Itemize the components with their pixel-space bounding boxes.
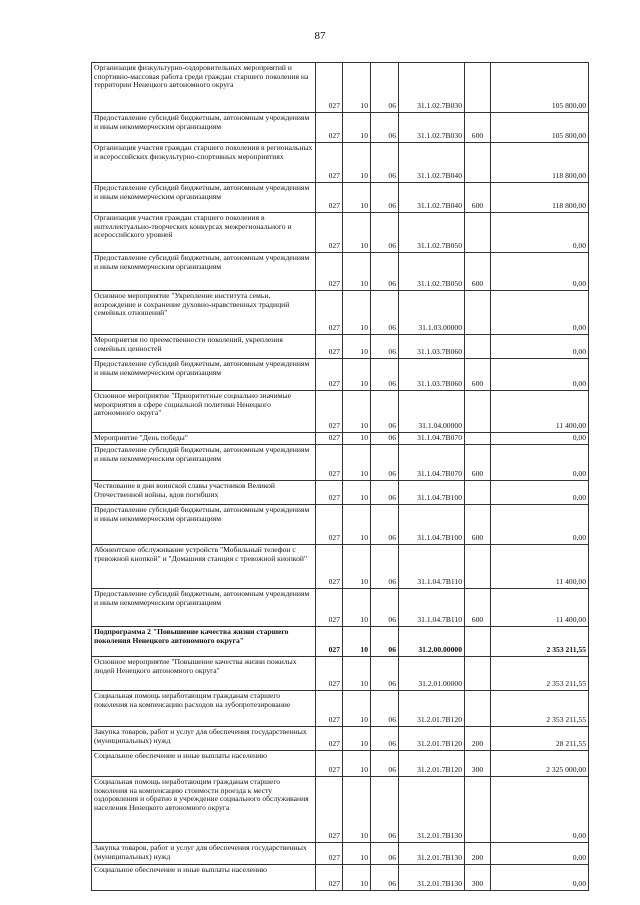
row-gr: 027 (316, 113, 343, 143)
row-csr: 31.1.02.7В040 (399, 143, 465, 183)
row-csr: 31.1.02.7В050 (399, 253, 465, 291)
row-rz: 10 (343, 291, 371, 335)
row-rz: 10 (343, 253, 371, 291)
row-vr: 600 (465, 253, 491, 291)
row-csr: 31.2.01.7В130 (399, 865, 465, 891)
row-vr: 600 (465, 113, 491, 143)
row-sum: 0,00 (491, 359, 589, 391)
row-vr: 600 (465, 183, 491, 213)
row-pr: 06 (371, 335, 399, 359)
row-vr (465, 391, 491, 433)
table-row (92, 627, 589, 657)
row-rz: 10 (343, 627, 371, 657)
row-pr: 06 (371, 291, 399, 335)
row-csr: 31.2.01.7В120 (399, 751, 465, 777)
row-name: Предоставление субсидий бюджетным, автономным учреждениям и иным некоммерческим организациям (92, 445, 316, 481)
row-gr: 027 (316, 727, 343, 751)
row-rz: 10 (343, 505, 371, 545)
table-row (92, 545, 589, 589)
row-rz: 10 (343, 359, 371, 391)
row-gr: 027 (316, 291, 343, 335)
row-gr: 027 (316, 433, 343, 445)
row-name: Предоставление субсидий бюджетным, автономным учреждениям и иным некоммерческим организациям (92, 253, 316, 291)
row-sum: 11 400,00 (491, 589, 589, 627)
row-csr: 31.1.04.7В110 (399, 545, 465, 589)
row-rz: 10 (343, 113, 371, 143)
table-row (92, 865, 589, 891)
row-name: Предоставление субсидий бюджетным, автономным учреждениям и иным некоммерческим организациям (92, 359, 316, 391)
row-name: Основное мероприятие "Приоритетные социально значимые мероприятия в сфере социальной политики Ненецкого автономного округа" (92, 391, 316, 433)
row-csr: 31.2.00.00000 (399, 627, 465, 657)
row-sum: 0,00 (491, 843, 589, 865)
row-sum: 2 353 211,55 (491, 657, 589, 691)
row-gr: 027 (316, 589, 343, 627)
row-vr (465, 691, 491, 727)
row-pr: 06 (371, 183, 399, 213)
row-csr: 31.2.01.7В130 (399, 843, 465, 865)
row-pr: 06 (371, 843, 399, 865)
row-gr: 027 (316, 253, 343, 291)
row-name: Социальное обеспечение и иные выплаты населению (92, 751, 316, 777)
row-gr: 027 (316, 843, 343, 865)
row-sum: 0,00 (491, 335, 589, 359)
row-name: Чествование в дни воинской славы участников Великой Отечественной войны, вдов погибших (92, 481, 316, 505)
row-pr: 06 (371, 777, 399, 843)
row-vr: 200 (465, 727, 491, 751)
row-name: Мероприятие "День победы" (92, 433, 316, 445)
row-vr (465, 291, 491, 335)
row-name: Закупка товаров, работ и услуг для обеспечения государственных (муниципальных) нужд (92, 843, 316, 865)
table-row (92, 391, 589, 433)
table-row (92, 843, 589, 865)
row-pr: 06 (371, 63, 399, 113)
row-pr: 06 (371, 627, 399, 657)
row-gr: 027 (316, 63, 343, 113)
row-csr: 31.1.03.7В060 (399, 359, 465, 391)
row-vr: 600 (465, 589, 491, 627)
row-pr: 06 (371, 359, 399, 391)
row-gr: 027 (316, 691, 343, 727)
row-pr: 06 (371, 143, 399, 183)
row-name: Основное мероприятие "Повышение качества жизни пожилых людей Ненецкого автономного округа" (92, 657, 316, 691)
row-rz: 10 (343, 433, 371, 445)
row-rz: 10 (343, 691, 371, 727)
row-sum: 2 353 211,55 (491, 691, 589, 727)
table-row (92, 213, 589, 253)
table-row (92, 727, 589, 751)
table-row (92, 63, 589, 113)
row-name: Социальное обеспечение и иные выплаты населению (92, 865, 316, 891)
row-name: Подпрограмма 2 "Повышение качества жизни старшего поколения Ненецкого автономного округа" (92, 627, 316, 657)
row-csr: 31.1.02.7В050 (399, 213, 465, 253)
row-sum: 0,00 (491, 291, 589, 335)
budget-table (91, 62, 589, 891)
row-csr: 31.1.02.7В030 (399, 63, 465, 113)
row-csr: 31.1.03.7В060 (399, 335, 465, 359)
row-csr: 31.1.02.7В040 (399, 183, 465, 213)
row-sum: 0,00 (491, 253, 589, 291)
table-row (92, 359, 589, 391)
row-name: Организация участия граждан старшего поколения в региональных и всероссийских физкультурно-спортивных мероприятиях (92, 143, 316, 183)
row-sum: 0,00 (491, 505, 589, 545)
row-csr: 31.2.01.7В120 (399, 691, 465, 727)
table-row (92, 691, 589, 727)
row-name: Социальная помощь неработающим гражданам старшего поколения на компенсацию стоимости проезда к месту оздоровления и обратно в учреждение социального обслуживания населения Ненецкого автономного округа (92, 777, 316, 843)
row-gr: 027 (316, 481, 343, 505)
row-vr: 600 (465, 359, 491, 391)
row-csr: 31.1.03.00000 (399, 291, 465, 335)
row-gr: 027 (316, 359, 343, 391)
row-vr (465, 63, 491, 113)
row-rz: 10 (343, 865, 371, 891)
row-pr: 06 (371, 481, 399, 505)
row-name: Организация участия граждан старшего поколения в интеллектуально-творческих конкурсах межрегионального и всероссийского уровней (92, 213, 316, 253)
row-gr: 027 (316, 627, 343, 657)
row-pr: 06 (371, 727, 399, 751)
row-pr: 06 (371, 657, 399, 691)
row-pr: 06 (371, 433, 399, 445)
row-csr: 31.2.01.7В130 (399, 777, 465, 843)
row-sum: 118 800,00 (491, 143, 589, 183)
table-row (92, 445, 589, 481)
row-rz: 10 (343, 445, 371, 481)
row-gr: 027 (316, 391, 343, 433)
row-csr: 31.2.01.00000 (399, 657, 465, 691)
row-gr: 027 (316, 445, 343, 481)
row-rz: 10 (343, 751, 371, 777)
row-sum: 0,00 (491, 433, 589, 445)
row-gr: 027 (316, 335, 343, 359)
row-name: Мероприятия по преемственности поколений, укрепления семейных ценностей (92, 335, 316, 359)
table-row (92, 335, 589, 359)
row-csr: 31.1.04.7В070 (399, 433, 465, 445)
row-sum: 11 400,00 (491, 545, 589, 589)
row-sum: 11 400,00 (491, 391, 589, 433)
row-name: Предоставление субсидий бюджетным, автономным учреждениям и иным некоммерческим организациям (92, 113, 316, 143)
table-row (92, 253, 589, 291)
row-rz: 10 (343, 843, 371, 865)
row-vr: 300 (465, 751, 491, 777)
row-name: Предоставление субсидий бюджетным, автономным учреждениям и иным некоммерческим организациям (92, 183, 316, 213)
row-pr: 06 (371, 253, 399, 291)
table-row (92, 183, 589, 213)
table-row (92, 777, 589, 843)
row-name: Предоставление субсидий бюджетным, автономным учреждениям и иным некоммерческим организациям (92, 589, 316, 627)
table-row (92, 113, 589, 143)
row-sum: 2 325 000,00 (491, 751, 589, 777)
row-gr: 027 (316, 183, 343, 213)
row-pr: 06 (371, 113, 399, 143)
row-vr (465, 545, 491, 589)
row-rz: 10 (343, 183, 371, 213)
row-csr: 31.1.02.7В030 (399, 113, 465, 143)
row-vr (465, 657, 491, 691)
row-sum: 105 800,00 (491, 113, 589, 143)
row-pr: 06 (371, 589, 399, 627)
row-vr (465, 481, 491, 505)
row-csr: 31.1.04.7В110 (399, 589, 465, 627)
row-gr: 027 (316, 545, 343, 589)
row-csr: 31.1.04.7В070 (399, 445, 465, 481)
table-row (92, 433, 589, 445)
row-pr: 06 (371, 445, 399, 481)
table-row (92, 481, 589, 505)
table-row (92, 291, 589, 335)
row-vr: 600 (465, 445, 491, 481)
row-name: Основное мероприятие "Укрепление института семьи, возрождение и сохранение духовно-нравственных традиций семейных отношений" (92, 291, 316, 335)
table-row (92, 751, 589, 777)
row-name: Закупка товаров, работ и услуг для обеспечения государственных (муниципальных) нужд (92, 727, 316, 751)
row-rz: 10 (343, 335, 371, 359)
row-sum: 0,00 (491, 445, 589, 481)
row-sum: 0,00 (491, 777, 589, 843)
row-vr (465, 335, 491, 359)
row-sum: 0,00 (491, 865, 589, 891)
row-pr: 06 (371, 751, 399, 777)
row-name: Абонентское обслуживание устройств "Мобильный телефон с тревожной кнопкой" и "Домашняя станция с тревожной кнопкой" (92, 545, 316, 589)
row-sum: 2 353 211,55 (491, 627, 589, 657)
row-rz: 10 (343, 545, 371, 589)
row-name: Социальная помощь неработающим гражданам старшего поколения на компенсацию расходов на зубопротезирование (92, 691, 316, 727)
row-vr: 600 (465, 505, 491, 545)
row-vr (465, 433, 491, 445)
row-gr: 027 (316, 865, 343, 891)
row-vr (465, 627, 491, 657)
row-gr: 027 (316, 777, 343, 843)
row-csr: 31.1.04.7В100 (399, 481, 465, 505)
table-row (92, 505, 589, 545)
row-gr: 027 (316, 505, 343, 545)
row-rz: 10 (343, 777, 371, 843)
row-rz: 10 (343, 589, 371, 627)
row-sum: 28 211,55 (491, 727, 589, 751)
row-csr: 31.2.01.7В120 (399, 727, 465, 751)
row-rz: 10 (343, 727, 371, 751)
row-gr: 027 (316, 751, 343, 777)
table-row (92, 143, 589, 183)
row-vr (465, 213, 491, 253)
row-name: Организация физкультурно-оздоровительных мероприятий и спортивно-массовая работа среди граждан старшего поколения на территории Ненецкого автономного округа (92, 63, 316, 113)
page-number: 87 (314, 30, 326, 42)
row-pr: 06 (371, 691, 399, 727)
row-pr: 06 (371, 213, 399, 253)
row-rz: 10 (343, 391, 371, 433)
row-rz: 10 (343, 143, 371, 183)
row-vr: 300 (465, 865, 491, 891)
row-rz: 10 (343, 657, 371, 691)
row-name: Предоставление субсидий бюджетным, автономным учреждениям и иным некоммерческим организациям (92, 505, 316, 545)
row-csr: 31.1.04.7В100 (399, 505, 465, 545)
row-csr: 31.1.04.00000 (399, 391, 465, 433)
row-vr: 200 (465, 843, 491, 865)
row-gr: 027 (316, 143, 343, 183)
row-sum: 118 800,00 (491, 183, 589, 213)
row-sum: 105 800,00 (491, 63, 589, 113)
row-vr (465, 777, 491, 843)
table-row (92, 657, 589, 691)
row-gr: 027 (316, 213, 343, 253)
row-rz: 10 (343, 481, 371, 505)
row-gr: 027 (316, 657, 343, 691)
table-row (92, 589, 589, 627)
row-pr: 06 (371, 391, 399, 433)
row-vr (465, 143, 491, 183)
row-pr: 06 (371, 865, 399, 891)
row-pr: 06 (371, 545, 399, 589)
row-sum: 0,00 (491, 481, 589, 505)
row-rz: 10 (343, 213, 371, 253)
row-pr: 06 (371, 505, 399, 545)
row-rz: 10 (343, 63, 371, 113)
row-sum: 0,00 (491, 213, 589, 253)
